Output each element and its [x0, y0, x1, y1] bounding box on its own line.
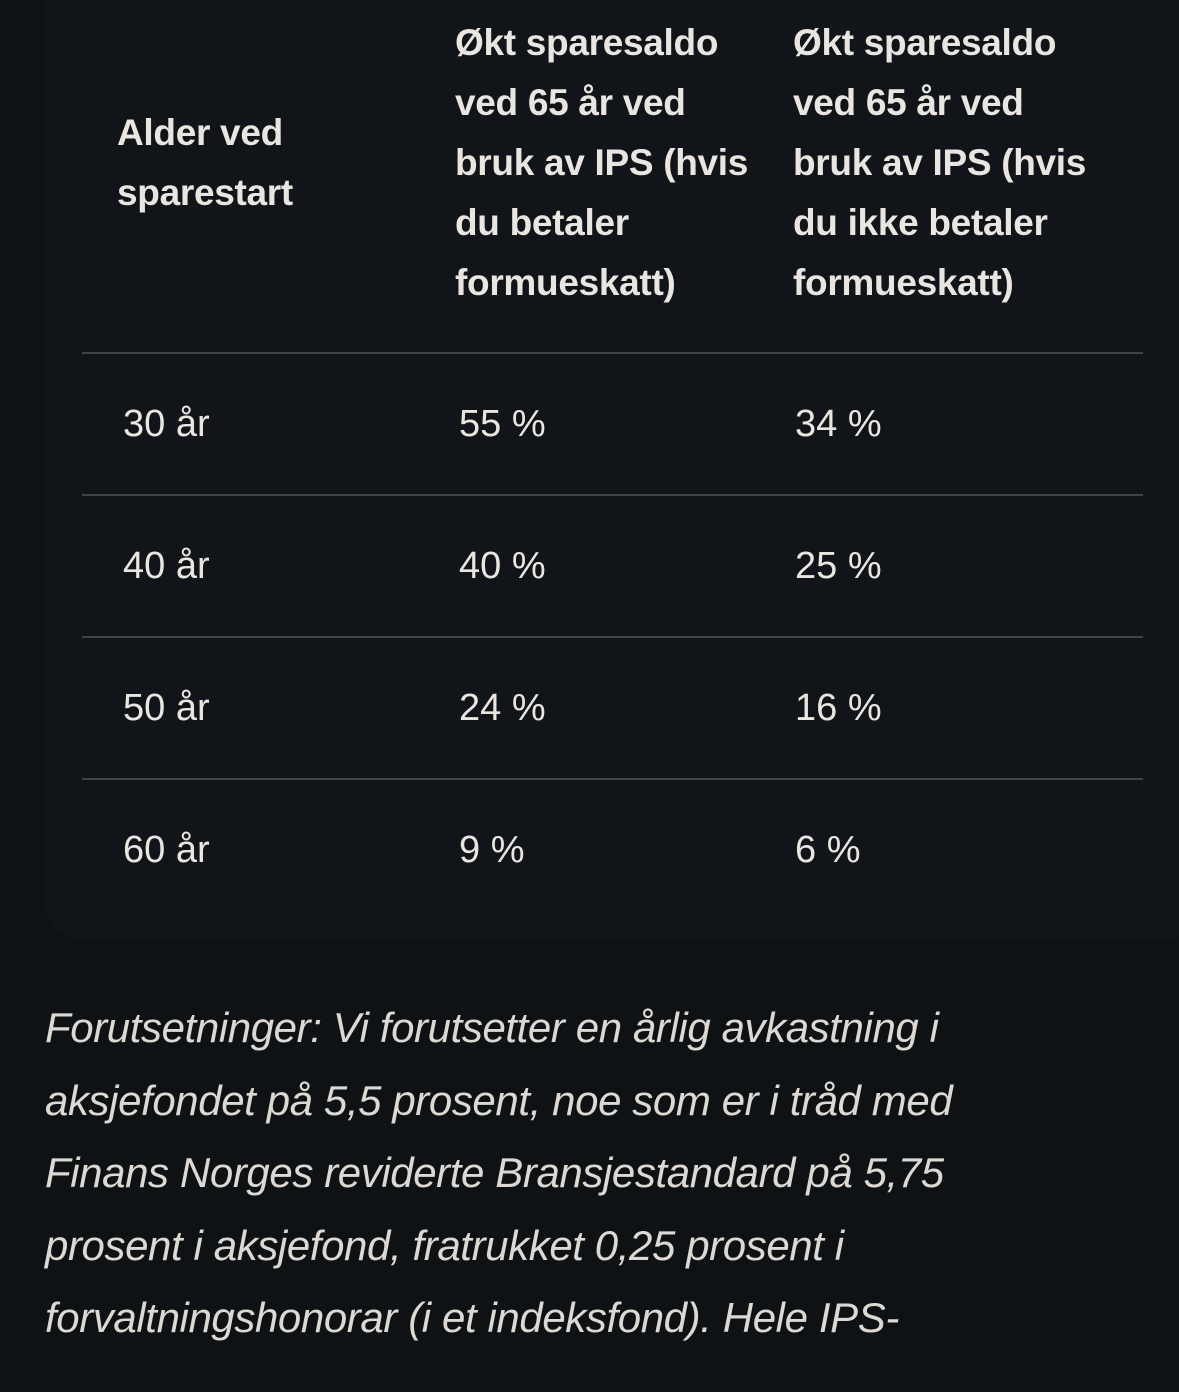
- table-header: [82, 0, 1143, 352]
- cell-age: 30 år: [123, 403, 210, 445]
- table-row: [82, 352, 1143, 494]
- cell-with-wealth-tax: 24 %: [459, 687, 546, 729]
- header-with-wealth-tax: Økt sparesaldo ved 65 år ved bruk av IPS (hvis du betaler formueskatt): [455, 22, 749, 303]
- table-row: [82, 494, 1143, 636]
- cell-with-wealth-tax: 40 %: [459, 545, 546, 587]
- header-age: Alder ved sparestart: [117, 112, 293, 213]
- cell-age: 60 år: [123, 829, 210, 871]
- savings-table: [82, 0, 1143, 920]
- cell-age: 50 år: [123, 687, 210, 729]
- assumptions-note: Forutsetninger: Vi forutsetter en årlig avkastning i aksjefondet på 5,5 prosent, noe som er i tråd med Finans Norges reviderte Bransjestandard på 5,75 prosent i aksjefond, fratrukket 0,25 prosent i forvaltningshonorar (i et indeksfond). Hele IPS-: [45, 1004, 953, 1341]
- cell-without-wealth-tax: 6 %: [795, 829, 861, 871]
- header-without-wealth-tax: Økt sparesaldo ved 65 år ved bruk av IPS (hvis du ikke betaler formueskatt): [793, 22, 1087, 303]
- cell-with-wealth-tax: 55 %: [459, 403, 546, 445]
- cell-age: 40 år: [123, 545, 210, 587]
- cell-without-wealth-tax: 16 %: [795, 687, 882, 729]
- table-row: [82, 778, 1143, 920]
- cell-with-wealth-tax: 9 %: [459, 829, 525, 871]
- cell-without-wealth-tax: 25 %: [795, 545, 882, 587]
- cell-without-wealth-tax: 34 %: [795, 403, 882, 445]
- table-row: [82, 636, 1143, 778]
